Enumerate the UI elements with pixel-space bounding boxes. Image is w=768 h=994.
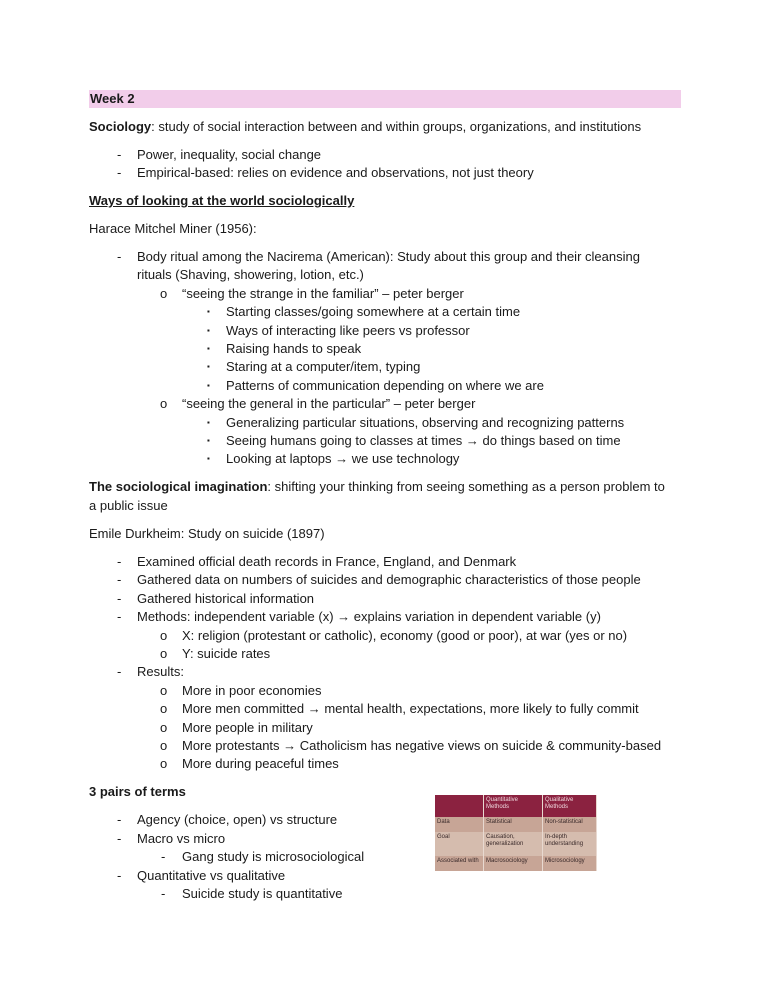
- list-item: - Body ritual among the Nacirema (American): Study about this group and their cleansing rituals (Shaving, showering, lotion, etc.): [117, 249, 640, 283]
- list-item: - Macro vs micro: [117, 830, 226, 846]
- table-row: Goal Causation, generalization In-depth understanding: [435, 832, 597, 856]
- sociology-list: [89, 146, 681, 183]
- list-item: - Gang study is microsociological: [161, 849, 365, 865]
- list-item: - Methods: independent variable (x) → explains variation in dependent variable (y): [117, 609, 601, 625]
- list-item: - Gathered data on numbers of suicides and demographic characteristics of those people: [117, 572, 641, 588]
- list-item: ▪ Seeing humans going to classes at times → do things based on time: [207, 433, 621, 449]
- list-item: - Examined official death records in France, England, and Denmark: [117, 553, 517, 569]
- list-item: o More protestants → Catholicism has negative views on suicide & community-based: [160, 737, 662, 753]
- list-item: o X: religion (protestant or catholic), economy (good or poor), at war (yes or no): [160, 627, 628, 643]
- durkheim-title: Emile Durkheim: Study on suicide (1897): [89, 525, 325, 541]
- list-item: o More in poor economies: [160, 682, 322, 698]
- methods-comparison-table: [435, 795, 597, 871]
- pairs-heading: 3 pairs of terms: [89, 784, 186, 800]
- miner-title: Harace Mitchel Miner (1956):: [89, 221, 257, 236]
- list-item: ▪ Patterns of communication depending on where we are: [207, 377, 544, 393]
- list-item: - Gathered historical information: [117, 590, 315, 606]
- list-item: - Power, inequality, social change: [117, 146, 322, 162]
- imagination-definition: The sociological imagination: shifting your thinking from seeing something as a person problem to a public issue: [89, 479, 665, 513]
- table-row: Associated with Macrosociology Microsociology: [435, 856, 597, 871]
- list-item: ▪ Raising hands to speak: [207, 341, 362, 357]
- list-item: ▪ Starting classes/going somewhere at a certain time: [207, 304, 521, 320]
- durkheim-list: [89, 553, 681, 774]
- document-page: [89, 90, 681, 913]
- list-item: - Quantitative vs qualitative: [117, 867, 286, 883]
- list-item: ▪ Ways of interacting like peers vs professor: [207, 322, 470, 338]
- list-item: ▪ Generalizing particular situations, observing and recognizing patterns: [207, 414, 625, 430]
- table-header-row: Quantitative Methods Qualitative Methods: [435, 795, 597, 817]
- list-item: - Empirical-based: relies on evidence and observations, not just theory: [117, 165, 534, 180]
- list-item: o “seeing the strange in the familiar” – peter berger: [160, 285, 464, 301]
- list-item: - Suicide study is quantitative: [161, 885, 343, 901]
- miner-list: [89, 248, 681, 469]
- list-item: o “seeing the general in the particular” – peter berger: [160, 396, 476, 412]
- list-item: o Y: suicide rates: [160, 645, 271, 661]
- list-item: ▪ Staring at a computer/item, typing: [207, 359, 421, 375]
- week-heading: Week 2: [89, 90, 681, 108]
- list-item: - Agency (choice, open) vs structure: [117, 812, 338, 828]
- table-row: Data Statistical Non-statistical: [435, 817, 597, 832]
- list-item: o More people in military: [160, 719, 313, 735]
- list-item: o More men committed → mental health, expectations, more likely to fully commit: [160, 701, 639, 717]
- list-item: - Results:: [117, 664, 184, 680]
- sociology-definition: Sociology: study of social interaction between and within groups, organizations, and institutions: [89, 118, 642, 134]
- section-heading: Ways of looking at the world sociologically: [89, 193, 355, 208]
- list-item: ▪ Looking at laptops → we use technology: [207, 451, 460, 467]
- list-item: o More during peaceful times: [160, 756, 339, 772]
